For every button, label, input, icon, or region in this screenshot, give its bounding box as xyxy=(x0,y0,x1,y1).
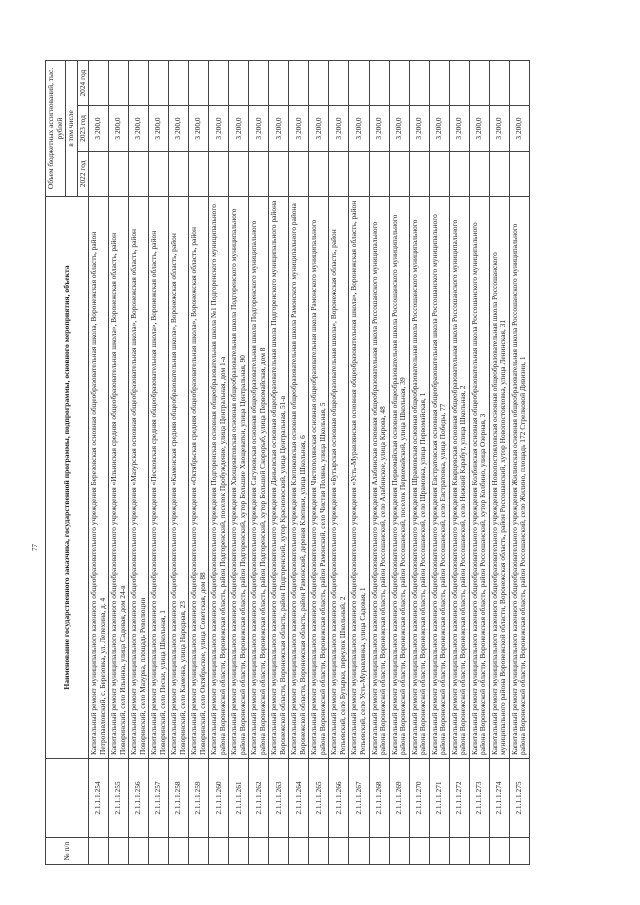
table-row xyxy=(209,61,229,865)
row-2023-cell: 3 200,0 xyxy=(129,106,149,151)
row-2022-cell xyxy=(169,151,189,196)
row-2024-cell xyxy=(509,61,529,106)
header-volume: Объем бюджетных ассигнований, тыс. рублей xyxy=(46,61,66,197)
table-row xyxy=(269,61,289,865)
row-num-cell xyxy=(349,838,369,865)
row-code-cell: 2.1.1.1.256 xyxy=(129,759,149,838)
row-2024-cell xyxy=(249,61,269,106)
row-2023-cell: 3 200,0 xyxy=(249,106,269,151)
row-num-cell xyxy=(109,838,129,865)
row-2022-cell xyxy=(309,151,329,196)
row-num-cell xyxy=(89,838,109,865)
row-name-cell: Капитальный ремонт муниципального казенного общеобразовательного учреждения Евстратовская основная общеобразовательная школа Россошанского муниципального района Воронежской области, Воронежская область, район Россошанский, село Евстратовка, улица Победы, 77 xyxy=(429,197,449,759)
row-name-cell: Капитальный ремонт муниципального казенного общеобразовательного учреждения Шрамовская основная общеобразовательная школа Россошанского муниципального района Воронежской области, Воронежская область, район Россошанский, село Шрамовка, улица Первомайская, 1 xyxy=(409,197,429,759)
row-name-cell: Капитальный ремонт муниципального казенного общеобразовательного учреждения «Октябрьская средняя общеобразовательная школа», Воронежская область, район Поворинский, село Октябрьское, улица Советская, дом 88 xyxy=(189,197,209,759)
page-number: 77 xyxy=(31,544,39,551)
row-2022-cell xyxy=(249,151,269,196)
table-row xyxy=(229,61,249,865)
row-2024-cell xyxy=(449,61,469,106)
row-2023-cell: 3 200,0 xyxy=(149,106,169,151)
row-2024-cell xyxy=(149,61,169,106)
header-sub: в том числе xyxy=(66,61,78,197)
row-2022-cell xyxy=(349,151,369,196)
row-num-cell xyxy=(509,838,529,865)
row-name-cell: Капитальный ремонт муниципального казенного общеобразовательного учреждения Клепиковская основная общеобразовательная школа Рамонского муниципального района Воронежской области, Воронежская область, район Рамонский, деревня Клепики, улица Школьная, 6 xyxy=(289,197,309,759)
row-2024-cell xyxy=(109,61,129,106)
row-name-cell: Капитальный ремонт муниципального казенного общеобразовательного учреждения «Ильинская средняя общеобразовательная школа», Воронежская область, район Поворинский, село Ильинка, улица Садовая, дом 24-в xyxy=(109,197,129,759)
header-code xyxy=(46,759,89,838)
table-row xyxy=(349,61,369,865)
row-2022-cell xyxy=(149,151,169,196)
row-2023-cell: 3 200,0 xyxy=(229,106,249,151)
row-2022-cell xyxy=(89,151,109,196)
row-name-cell: Капитальный ремонт муниципального казенного общеобразовательного учреждения Березовская основная общеобразовательная школа, Воронежская область, район Петропавловский, с. Березовка, ул. Лепехина, д. 4 xyxy=(89,197,109,759)
row-code-cell: 2.1.1.1.269 xyxy=(389,759,409,838)
row-2023-cell: 3 200,0 xyxy=(89,106,109,151)
table-row xyxy=(449,61,469,865)
row-2024-cell xyxy=(129,61,149,106)
row-code-cell: 2.1.1.1.268 xyxy=(369,759,389,838)
row-num-cell xyxy=(409,838,429,865)
rotated-table-container xyxy=(31,60,590,865)
row-num-cell xyxy=(289,838,309,865)
table-row xyxy=(409,61,429,865)
table-row xyxy=(389,61,409,865)
table-body xyxy=(89,61,530,865)
row-code-cell: 2.1.1.1.271 xyxy=(429,759,449,838)
row-2022-cell xyxy=(509,151,529,196)
row-code-cell: 2.1.1.1.273 xyxy=(469,759,489,838)
row-2023-cell: 3 200,0 xyxy=(449,106,469,151)
header-2023: 2023 год xyxy=(77,106,89,151)
row-2023-cell: 3 200,0 xyxy=(349,106,369,151)
row-2024-cell xyxy=(309,61,329,106)
row-2022-cell xyxy=(409,151,429,196)
row-code-cell: 2.1.1.1.265 xyxy=(309,759,329,838)
row-2024-cell xyxy=(349,61,369,106)
row-2022-cell xyxy=(329,151,349,196)
row-code-cell: 2.1.1.1.264 xyxy=(289,759,309,838)
row-name-cell: Капитальный ремонт муниципального казенного общеобразовательного учреждения Алабинская основная общеобразовательная школа Россошанского муниципального района Воронежской области, Воронежская область, район Россошанский, село Алабинское, улица Кирова, 48 xyxy=(369,197,389,759)
row-code-cell: 2.1.1.1.262 xyxy=(249,759,269,838)
row-2023-cell: 3 200,0 xyxy=(369,106,389,151)
row-code-cell: 2.1.1.1.267 xyxy=(349,759,369,838)
row-code-cell: 2.1.1.1.258 xyxy=(169,759,189,838)
row-2022-cell xyxy=(389,151,409,196)
row-2022-cell xyxy=(369,151,389,196)
row-name-cell: Капитальный ремонт муниципального казенного общеобразовательного учреждения Новопостояловская основная общеобразовательная школа Россошанского муниципального района Воронежской области, Воронежская область, район Россошанский, хутор Новопостояловка, улица Ленинская, 31 xyxy=(489,197,509,759)
row-num-cell xyxy=(469,838,489,865)
row-code-cell: 2.1.1.1.274 xyxy=(489,759,509,838)
table-row xyxy=(189,61,209,865)
row-2022-cell xyxy=(489,151,509,196)
row-code-cell: 2.1.1.1.255 xyxy=(109,759,129,838)
table-row xyxy=(89,61,109,865)
row-2023-cell: 3 200,0 xyxy=(209,106,229,151)
row-num-cell xyxy=(269,838,289,865)
row-name-cell: Капитальный ремонт муниципального казенного общеобразовательного учреждения Хвощеватовская основная общеобразовательная школа Подгоренского муниципального района Воронежской области, Воронежская область, район Подгоренский, хутор Большие Хвощеватки, улица Центральная, 90 xyxy=(229,197,249,759)
row-name-cell: Капитальный ремонт муниципального казенного общеобразовательного учреждения Колбинская основная общеобразовательная школа Россошанского муниципального района Воронежской области, Воронежская область, район Россошанский, хутор Колбино, улица Озерная, 3 xyxy=(469,197,489,759)
table-header-row xyxy=(46,61,66,865)
row-name-cell: Капитальный ремонт муниципального казенного общеобразовательного учреждения «Мазурская основная общеобразовательная школа», Воронежская область, район Поворинский, село Мазурка, площадь Революции xyxy=(129,197,149,759)
row-code-cell: 2.1.1.1.275 xyxy=(509,759,529,838)
row-2022-cell xyxy=(129,151,149,196)
table-row xyxy=(169,61,189,865)
row-code-cell: 2.1.1.1.257 xyxy=(149,759,169,838)
row-code-cell: 2.1.1.1.263 xyxy=(269,759,289,838)
row-num-cell xyxy=(389,838,409,865)
row-code-cell: 2.1.1.1.272 xyxy=(449,759,469,838)
row-num-cell xyxy=(149,838,169,865)
row-2024-cell xyxy=(429,61,449,106)
row-num-cell xyxy=(309,838,329,865)
row-2023-cell: 3 200,0 xyxy=(169,106,189,151)
row-num-cell xyxy=(129,838,149,865)
row-2024-cell xyxy=(169,61,189,106)
row-2023-cell: 3 200,0 xyxy=(509,106,529,151)
row-code-cell: 2.1.1.1.266 xyxy=(329,759,349,838)
row-code-cell: 2.1.1.1.259 xyxy=(189,759,209,838)
row-name-cell: Капитальный ремонт муниципального казенного общеобразовательного учреждения «Каменская средняя общеобразовательная школа», Воронежская область, район Поворинский, село Каменка, улица Народная, 23 xyxy=(169,197,189,759)
table-row xyxy=(289,61,309,865)
row-2024-cell xyxy=(489,61,509,106)
table-row xyxy=(429,61,449,865)
table-row xyxy=(329,61,349,865)
table-row xyxy=(469,61,489,865)
row-num-cell xyxy=(189,838,209,865)
row-2022-cell xyxy=(449,151,469,196)
row-2024-cell xyxy=(329,61,349,106)
row-2023-cell: 3 200,0 xyxy=(489,106,509,151)
row-2024-cell xyxy=(409,61,429,106)
row-name-cell: Капитальный ремонт муниципального казенного общеобразовательного учреждения Первомайская основная общеобразовательная школа Россошанского муниципального района Воронежской области, Воронежская область, район Россошанский, поселок Первомайский, улица Школьная, 39 xyxy=(389,197,409,759)
table-row xyxy=(249,61,269,865)
header-2022: 2022 год xyxy=(77,151,89,196)
row-name-cell: Капитальный ремонт муниципального казенного общеобразовательного учреждения Кварцевская основная общеобразовательная школа Россошанского муниципального района Воронежской области, Воронежская область, район Россошанский, село Нижний Карабут, улица Школьная, 2 xyxy=(449,197,469,759)
row-2024-cell xyxy=(89,61,109,106)
row-2024-cell xyxy=(269,61,289,106)
row-2022-cell xyxy=(269,151,289,196)
table-row xyxy=(309,61,329,865)
row-name-cell: Капитальный ремонт муниципального казенного общеобразовательного учреждения «Бутырская основная общеобразовательная школа», Воронежская область, район Репьевский, село Бутырки, переулок Школьный, 2 xyxy=(329,197,349,759)
row-2022-cell xyxy=(229,151,249,196)
row-num-cell xyxy=(429,838,449,865)
table-row xyxy=(369,61,389,865)
row-2022-cell xyxy=(289,151,309,196)
row-2023-cell: 3 200,0 xyxy=(269,106,289,151)
table-row xyxy=(149,61,169,865)
row-2023-cell: 3 200,0 xyxy=(309,106,329,151)
table-row xyxy=(129,61,149,865)
row-2023-cell: 3 200,0 xyxy=(109,106,129,151)
row-name-cell: Капитальный ремонт муниципального казенного общеобразовательного учреждения Чистополянская основная общеобразовательная школа Рамонского муниципального района Воронежской области, Воронежская область, район Рамонский, село Чистая Поляна, улица Школьная, 5 xyxy=(309,197,329,759)
row-num-cell xyxy=(229,838,249,865)
row-code-cell: 2.1.1.1.261 xyxy=(229,759,249,838)
row-name-cell: Капитальный ремонт муниципального казенного общеобразовательного учреждения «Песковская средняя общеобразовательная школа», Воронежская область, район Поворинский, село Пески, улица Школьная, 1 xyxy=(149,197,169,759)
row-name-cell: Капитальный ремонт муниципального казенного общеобразовательного учреждения «Усть-Муравлянская основная общеобразовательная школа», Воронежская область, район Репьевский, село Усть-Муравлянка, улица Садовая, 1 xyxy=(349,197,369,759)
row-2024-cell xyxy=(389,61,409,106)
header-2024: 2024 год xyxy=(77,61,89,106)
row-2024-cell xyxy=(369,61,389,106)
row-2022-cell xyxy=(469,151,489,196)
row-2023-cell: 3 200,0 xyxy=(289,106,309,151)
row-name-cell: Капитальный ремонт муниципального казенного общеобразовательного учреждения Жилинская основная общеобразовательная школа Россошанского муниципального района Воронежской области, Воронежская область, район Россошанский, село Жилино, площадь 172 Стрелковой Дивизии, 1 xyxy=(509,197,529,759)
row-2024-cell xyxy=(209,61,229,106)
row-2024-cell xyxy=(229,61,249,106)
row-2024-cell xyxy=(289,61,309,106)
row-code-cell: 2.1.1.1.260 xyxy=(209,759,229,838)
row-num-cell xyxy=(369,838,389,865)
row-name-cell: Капитальный ремонт муниципального казенного общеобразовательного учреждения Даньевская основная общеобразовательная школа Подгоренского муниципального района Воронежской области, Воронежская область, район Подгоренский, хутор Красноноский, улица Центральная, 51-в xyxy=(269,197,289,759)
row-code-cell: 2.1.1.1.254 xyxy=(89,759,109,838)
row-2022-cell xyxy=(209,151,229,196)
row-num-cell xyxy=(329,838,349,865)
row-2022-cell xyxy=(189,151,209,196)
row-2024-cell xyxy=(189,61,209,106)
budget-table xyxy=(45,60,530,865)
table-row xyxy=(109,61,129,865)
row-2023-cell: 3 200,0 xyxy=(469,106,489,151)
row-2023-cell: 3 200,0 xyxy=(189,106,209,151)
row-2024-cell xyxy=(469,61,489,106)
row-num-cell xyxy=(169,838,189,865)
row-2022-cell xyxy=(109,151,129,196)
row-num-cell xyxy=(489,838,509,865)
row-code-cell: 2.1.1.1.270 xyxy=(409,759,429,838)
row-2023-cell: 3 200,0 xyxy=(329,106,349,151)
row-name-cell: Капитальный ремонт муниципального казенного общеобразовательного учреждения Сагуновская основная общеобразовательная школа Подгоренского муниципального района Воронежской области, Воронежская область, район Подгоренский, хутор Большой Скорорыб, улица Первомайская, дом 8 xyxy=(249,197,269,759)
table-row xyxy=(509,61,529,865)
table-row xyxy=(489,61,509,865)
row-2023-cell: 3 200,0 xyxy=(389,106,409,151)
header-name: Наименование государственного заказчика, государственной программы, подпрограммы, основного мероприятия, объекта xyxy=(46,197,89,759)
row-num-cell xyxy=(249,838,269,865)
row-num-cell xyxy=(209,838,229,865)
row-2022-cell xyxy=(429,151,449,196)
row-num-cell xyxy=(449,838,469,865)
row-2023-cell: 3 200,0 xyxy=(409,106,429,151)
row-name-cell: Капитальный ремонт муниципального казенного общеобразовательного учреждения Подгоренская основная общеобразовательная школа №1 Подгоренского муниципального района Воронежской области, Воронежская область, район Подгоренский, поселок Пробуждение, улица Центральная, дом 1-а xyxy=(209,197,229,759)
header-num: № п/п xyxy=(46,838,89,865)
row-2023-cell: 3 200,0 xyxy=(429,106,449,151)
